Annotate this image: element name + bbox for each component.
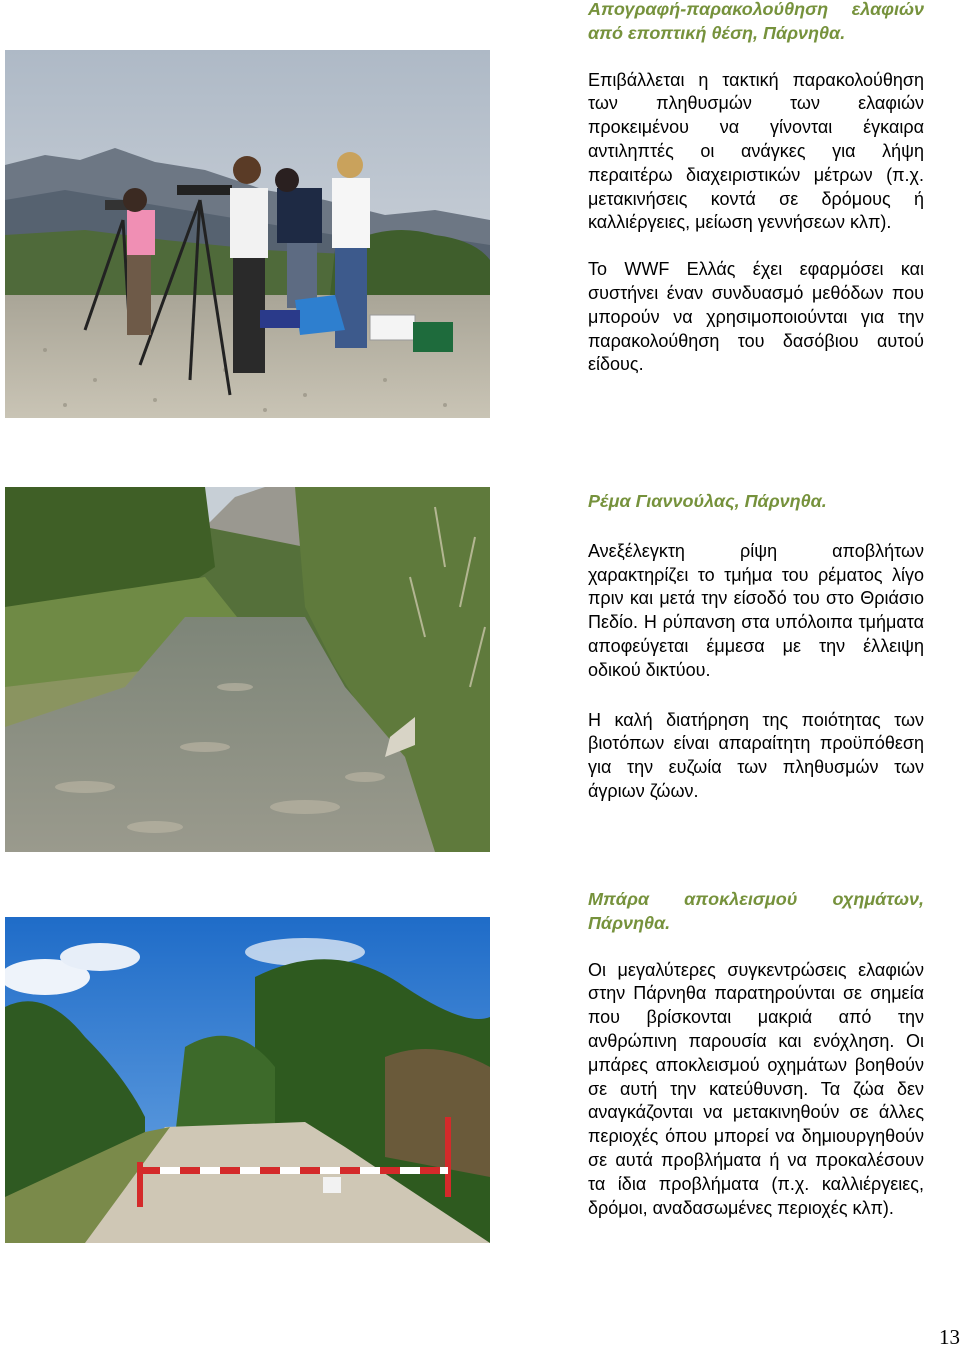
paragraph: Το WWF Ελλάς έχει εφαρμόσει και συστήνει έναν συνδυασμό μεθόδων που μπορούν να χρησιμοποιούνται για την παρακολούθηση του δασόβιου αυτού είδους. [588, 259, 924, 375]
paragraph: Επιβάλλεται η τακτική παρακολούθηση των πληθυσμών των ελαφιών προκειμένου να γίνονται έγκαιρα αντιληπτές οι ανάγκες για λήψη περαιτέρω διαχειριστικών μέτρων (π.χ. μετακινήσεις κοντά σε δρόμους ή καλλιέργειες, μείωση γεννήσεων κλπ). [588, 69, 924, 233]
caption-vehicle-barrier: Μπάρα αποκλεισμού οχημάτων, Πάρνηθα. [588, 889, 924, 933]
paragraph: Ανεξέλεγκτη ρίψη αποβλήτων χαρακτηρίζει το τμήμα του ρέματος λίγο πριν και μετά την είσοδό του στο Θριάσιο Πεδίο. Η ρύπανση στα υπόλοιπα τμήματα αποφεύγεται έμμεσα με την έλλειψη οδικού δικτύου. [588, 540, 924, 680]
photo-vehicle-barrier [5, 917, 490, 1243]
paragraph: Η καλή διατήρηση της ποιότητας των βιοτόπων είναι απαραίτητη προϋπόθεση για την ευζωία των πληθυσμών των άγριων ζώων. [588, 709, 924, 801]
caption-stream: Ρέμα Γιαννούλας, Πάρνηθα. [588, 491, 827, 511]
paragraph: Οι μεγαλύτερες συγκεντρώσεις ελαφιών στην Πάρνηθα παρατηρούνται σε σημεία που βρίσκονται μακριά από την ανθρώπινη παρουσία και ενόχληση. Οι μπάρες αποκλεισμού οχημάτων βοηθούν σε αυτή την κατεύθυνση. Τα ζώα δεν αναγκάζονται να μετακινηθούν σε άλλες περιοχές όπου μπορεί να δημιουργηθούν σε αυτά προβλήματα ή να προκαλέσουν τα ίδια προβλήματα (π.χ. καλλιέργειες, δρόμοι, αναδασωμένες περιοχές κλπ). [588, 959, 924, 1218]
page-number: 13 [939, 1325, 960, 1349]
photo-deer-monitoring [5, 50, 490, 418]
section-deer-monitoring [588, 0, 924, 377]
caption-deer-monitoring: Απογραφή-παρακολούθηση ελαφιών από εποπτική θέση, Πάρνηθα. [588, 0, 924, 43]
section-vehicle-barrier [588, 888, 924, 1220]
photo-stream [5, 487, 490, 852]
section-stream [588, 490, 924, 804]
